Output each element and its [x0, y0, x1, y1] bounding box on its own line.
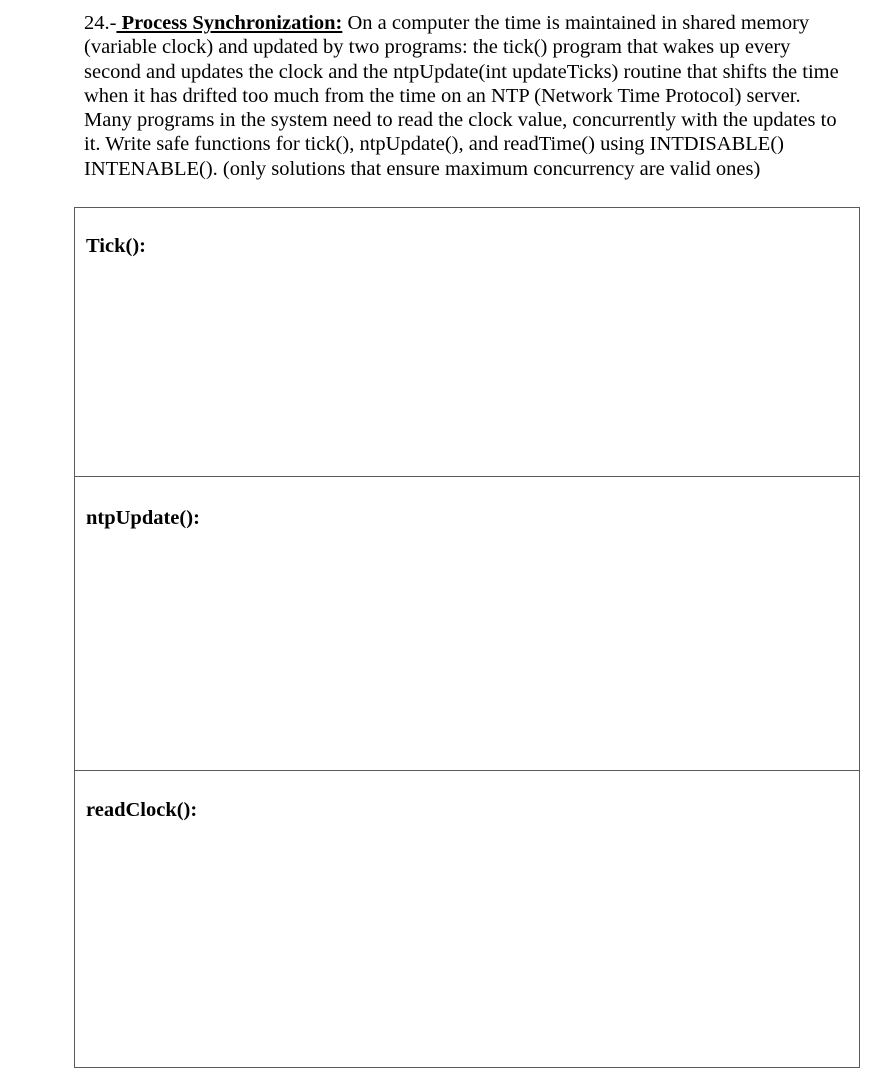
answer-label-read-clock: readClock():: [86, 799, 198, 821]
answer-box-read-clock[interactable]: [75, 771, 860, 1068]
answer-table: [74, 207, 860, 1068]
answer-label-ntp-update: ntpUpdate():: [86, 507, 200, 529]
answer-row-tick: [75, 208, 860, 477]
answer-row-ntp-update: [75, 477, 860, 771]
answer-label-tick: Tick():: [86, 235, 146, 257]
question-text: [84, 11, 850, 181]
answer-box-ntp-update[interactable]: [75, 477, 860, 771]
question-body: On a computer the time is maintained in shared memory (variable clock) and updated by two programs: the tick() program that wakes up every second and updates the clock and the ntpUpdate(int updateTicks) routine that shifts the time when it has drifted too much from the time on an NTP (Network Time Protocol) server. Many programs in the system need to read the clock value, concurrently with the updates to it. Write safe functions for tick(), ntpUpdate(), and readTime() using INTDISABLE() INTENABLE(). (only solutions that ensure maximum concurrency are valid ones): [84, 12, 839, 180]
answer-box-tick[interactable]: [75, 208, 860, 477]
question-topic: Process Synchronization:: [116, 12, 343, 34]
question-number: 24.-: [84, 12, 117, 34]
answer-row-read-clock: [75, 771, 860, 1068]
